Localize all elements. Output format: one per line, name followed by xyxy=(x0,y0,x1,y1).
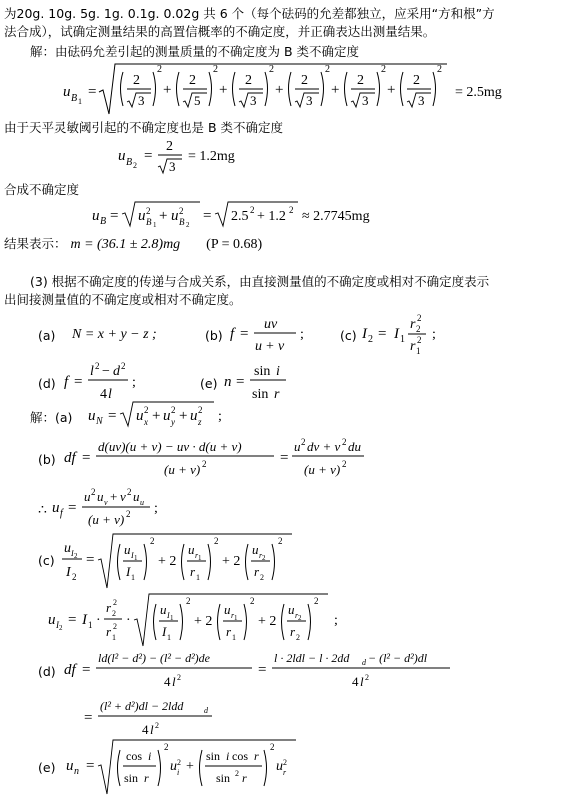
svg-text:u: u xyxy=(252,542,259,557)
svg-text:u: u xyxy=(84,489,91,504)
svg-text:(u + v): (u + v) xyxy=(164,462,201,477)
svg-text:sin: sin xyxy=(216,771,231,785)
svg-text:3: 3 xyxy=(418,93,425,108)
svg-text:l: l xyxy=(108,387,112,402)
svg-text:2: 2 xyxy=(301,73,308,88)
svg-text:du: du xyxy=(348,439,361,454)
svg-text:2: 2 xyxy=(214,536,219,546)
svg-text:2: 2 xyxy=(417,313,422,323)
svg-text:2: 2 xyxy=(164,742,169,752)
svg-text:u: u xyxy=(133,489,140,504)
problem-b-label: (b) xyxy=(205,328,223,343)
svg-text:i: i xyxy=(177,768,180,777)
svg-text:2: 2 xyxy=(262,554,266,562)
svg-text:I: I xyxy=(56,620,59,630)
svg-text:u: u xyxy=(188,542,195,557)
svg-text:2: 2 xyxy=(278,536,283,546)
svg-text:(u + v): (u + v) xyxy=(304,462,341,477)
svg-text:2: 2 xyxy=(298,614,302,622)
svg-text:2: 2 xyxy=(296,633,300,642)
svg-text:=: = xyxy=(378,326,387,342)
svg-text:=: = xyxy=(203,208,212,224)
intro-line-2: 法合成），试确定测量结果的高置信概率的不确定度，并正确表达出测量结果。 xyxy=(4,24,436,39)
svg-text:2: 2 xyxy=(150,536,155,546)
svg-text:I: I xyxy=(362,326,367,342)
svg-text:1: 1 xyxy=(400,334,405,345)
svg-text:d: d xyxy=(204,706,208,715)
svg-text:sin: sin xyxy=(254,364,271,379)
svg-text:4: 4 xyxy=(142,722,149,737)
svg-text:x: x xyxy=(144,417,148,427)
svg-text:u: u xyxy=(160,602,167,617)
svg-text:2: 2 xyxy=(289,205,294,215)
svg-text:2: 2 xyxy=(133,73,140,88)
svg-text:r: r xyxy=(290,624,296,639)
svg-text:+ 1.2: + 1.2 xyxy=(257,209,286,224)
svg-text:N: N xyxy=(96,416,103,427)
solution-uf-formula xyxy=(50,486,200,532)
svg-text:5: 5 xyxy=(194,93,201,108)
svg-text:u: u xyxy=(163,408,171,424)
uB1-result: = 2.5mg xyxy=(455,85,502,100)
svg-text:i: i xyxy=(226,749,230,763)
solution-a-formula xyxy=(86,398,236,432)
problem-b-formula xyxy=(228,314,318,358)
svg-text:u: u xyxy=(288,602,295,617)
uB1-formula xyxy=(55,62,525,122)
svg-text:r: r xyxy=(242,771,247,785)
svg-text:(l² + d²)dl − 2ldd: (l² + d²)dl − 2ldd xyxy=(100,699,184,713)
svg-text:2: 2 xyxy=(202,459,207,469)
svg-text:u: u xyxy=(170,759,177,774)
problem-c-label: (c) xyxy=(340,328,357,343)
svg-text:=: = xyxy=(110,208,119,224)
svg-text:u: u xyxy=(138,208,146,224)
svg-text:·: · xyxy=(96,613,101,628)
svg-text:u: u xyxy=(64,541,71,556)
svg-text:r: r xyxy=(144,771,149,785)
svg-text:2: 2 xyxy=(146,206,151,216)
svg-text:u: u xyxy=(118,148,126,164)
svg-text:2: 2 xyxy=(416,324,421,334)
svg-text:+ 2: + 2 xyxy=(158,554,177,569)
svg-text:+: + xyxy=(275,82,284,98)
svg-text:;: ; xyxy=(154,501,158,516)
solution-a-label: 解：(a) xyxy=(30,410,73,425)
svg-text:B: B xyxy=(126,157,133,168)
problem-a-expression: N = x + y − z ; xyxy=(72,327,157,342)
svg-text:r: r xyxy=(274,387,280,402)
uB-formula xyxy=(90,198,410,232)
svg-text:2: 2 xyxy=(270,742,275,752)
svg-text:u: u xyxy=(63,84,71,100)
svg-text:cos: cos xyxy=(232,749,248,763)
svg-text:2: 2 xyxy=(342,437,347,447)
svg-text:+: + xyxy=(387,82,396,98)
svg-text:I: I xyxy=(82,612,87,628)
svg-text:=: = xyxy=(84,710,93,726)
solution-d-label: (d) xyxy=(38,664,56,679)
svg-text:1: 1 xyxy=(78,97,82,106)
svg-text:3: 3 xyxy=(362,93,369,108)
svg-text:+ 2: + 2 xyxy=(222,554,241,569)
svg-text:2: 2 xyxy=(250,596,255,606)
svg-text:I: I xyxy=(131,551,134,560)
svg-text:2: 2 xyxy=(166,139,173,154)
svg-text:u: u xyxy=(255,339,262,354)
solution-b-formula xyxy=(62,436,382,482)
svg-text:2: 2 xyxy=(177,673,181,682)
svg-text:2: 2 xyxy=(314,596,319,606)
svg-text:d(uv)(u + v) − uv · d(u + v): d(uv)(u + v) − uv · d(u + v) xyxy=(98,439,242,454)
svg-text:1: 1 xyxy=(131,573,135,582)
combine-text: 合成不确定度 xyxy=(4,182,80,197)
solution-c-label: (c) xyxy=(38,553,55,568)
svg-text:I: I xyxy=(126,564,131,579)
svg-text:1: 1 xyxy=(153,221,157,229)
svg-text:2: 2 xyxy=(72,572,77,582)
svg-text:=: = xyxy=(74,374,83,390)
solution-c-formula-1 xyxy=(60,532,310,590)
svg-text:2: 2 xyxy=(381,64,386,75)
svg-text:=: = xyxy=(236,374,245,390)
svg-text:4: 4 xyxy=(164,674,171,689)
uB2-result: = 1.2mg xyxy=(188,149,235,164)
svg-text:2.5: 2.5 xyxy=(231,209,249,224)
uB2-formula xyxy=(112,136,292,180)
svg-text:r: r xyxy=(106,600,112,615)
svg-text:sin: sin xyxy=(124,771,139,785)
part3-line-2: 出间接测量值的不确定度或相对不确定度。 xyxy=(4,292,242,307)
svg-text:f: f xyxy=(60,508,63,519)
svg-text:+: + xyxy=(219,82,228,98)
result-probability: (P = 0.68) xyxy=(206,237,263,252)
svg-text:u: u xyxy=(124,542,131,557)
svg-text:1: 1 xyxy=(112,633,116,642)
svg-text:I: I xyxy=(66,565,71,580)
svg-text:;: ; xyxy=(132,375,136,390)
svg-text:B: B xyxy=(179,217,185,227)
svg-text:u: u xyxy=(136,408,144,424)
svg-text:n: n xyxy=(224,374,232,390)
svg-text:=: = xyxy=(68,612,77,628)
svg-text:+: + xyxy=(163,82,172,98)
svg-text:v: v xyxy=(278,339,285,354)
svg-text:l: l xyxy=(150,722,154,737)
uB-result: ≈ 2.7745mg xyxy=(302,209,370,224)
svg-text:df: df xyxy=(64,662,76,678)
svg-text:2: 2 xyxy=(121,361,126,371)
svg-text:f: f xyxy=(230,326,235,342)
svg-text:+: + xyxy=(186,759,194,774)
svg-text:=: = xyxy=(86,552,95,568)
svg-text:+: + xyxy=(152,408,161,424)
svg-text:2: 2 xyxy=(91,487,96,497)
svg-text:;: ; xyxy=(300,327,304,342)
problem-d-label: (d) xyxy=(38,376,56,391)
svg-text:1: 1 xyxy=(234,614,238,622)
svg-text:2: 2 xyxy=(235,769,239,778)
svg-text:I: I xyxy=(394,326,399,342)
svg-text:=: = xyxy=(108,408,117,424)
svg-text:1: 1 xyxy=(198,554,202,562)
svg-text:=: = xyxy=(280,450,289,466)
svg-text:=: = xyxy=(82,662,91,678)
svg-text:u: u xyxy=(92,208,100,224)
svg-text:B: B xyxy=(100,216,107,227)
svg-text:2: 2 xyxy=(417,335,422,345)
svg-text:z: z xyxy=(198,417,202,427)
svg-text:2: 2 xyxy=(269,64,274,75)
svg-text:u: u xyxy=(48,612,56,628)
svg-text:u: u xyxy=(276,759,283,774)
svg-text:r: r xyxy=(254,749,259,763)
svg-text:I: I xyxy=(162,624,167,639)
svg-text:B: B xyxy=(71,93,78,104)
svg-text:=: = xyxy=(144,148,153,164)
svg-text:u: u xyxy=(171,208,179,224)
svg-text:2: 2 xyxy=(113,598,117,607)
svg-text:−: − xyxy=(102,364,110,379)
svg-text:df: df xyxy=(64,450,76,466)
problem-c-formula xyxy=(360,310,470,362)
svg-text:r: r xyxy=(410,339,416,354)
svg-text:3: 3 xyxy=(138,93,145,108)
svg-text:2: 2 xyxy=(112,609,116,618)
solution-e-label: (e) xyxy=(38,760,56,775)
svg-text:2: 2 xyxy=(301,437,306,447)
svg-text:2: 2 xyxy=(157,64,162,75)
svg-text:u: u xyxy=(224,602,231,617)
svg-text:=: = xyxy=(82,450,91,466)
svg-text:1: 1 xyxy=(196,573,200,582)
svg-text:2: 2 xyxy=(213,64,218,75)
svg-text:2: 2 xyxy=(74,552,78,560)
svg-text:r: r xyxy=(231,611,235,620)
svg-text:=: = xyxy=(68,500,77,516)
svg-text:d: d xyxy=(113,364,120,379)
svg-text:2: 2 xyxy=(179,206,184,216)
svg-text:2: 2 xyxy=(186,221,190,229)
svg-text:sin: sin xyxy=(252,387,269,402)
svg-text:d: d xyxy=(362,658,366,667)
svg-text:f: f xyxy=(64,374,69,390)
result-expression: m = (36.1 ± 2.8)mg xyxy=(70,237,181,252)
sensitivity-text: 由于天平灵敏阈引起的不确定度也是 B 类不确定度 xyxy=(4,120,284,135)
svg-text:2: 2 xyxy=(245,73,252,88)
svg-text:+: + xyxy=(266,339,274,354)
svg-text:r: r xyxy=(254,564,260,579)
solution-d-formula-1 xyxy=(62,646,482,694)
svg-text:1: 1 xyxy=(416,346,421,356)
svg-text:2: 2 xyxy=(155,721,159,730)
svg-text:ld(l² − d²) − (l² − d²)de: ld(l² − d²) − (l² − d²)de xyxy=(98,651,210,665)
solution-d-formula-2 xyxy=(82,696,242,742)
svg-text:u: u xyxy=(88,408,96,424)
svg-text:=: = xyxy=(258,662,267,678)
svg-text:r: r xyxy=(283,768,287,777)
svg-text:2: 2 xyxy=(342,459,347,469)
svg-text:uv: uv xyxy=(264,317,278,332)
svg-text:·: · xyxy=(126,613,131,628)
svg-text:3: 3 xyxy=(306,93,313,108)
svg-text:dv + v: dv + v xyxy=(307,439,341,454)
svg-text:2: 2 xyxy=(186,596,191,606)
svg-text:u: u xyxy=(52,500,60,516)
svg-text:u: u xyxy=(66,758,74,774)
svg-text:2: 2 xyxy=(437,64,442,75)
svg-text:1: 1 xyxy=(134,554,138,562)
svg-text:1: 1 xyxy=(88,620,93,630)
svg-text:r: r xyxy=(295,611,299,620)
svg-text:2: 2 xyxy=(133,161,137,170)
svg-text:v: v xyxy=(120,489,126,504)
svg-text:r: r xyxy=(410,317,416,332)
svg-text:1: 1 xyxy=(232,633,236,642)
svg-text:1: 1 xyxy=(170,614,174,622)
svg-text:u: u xyxy=(294,439,301,454)
svg-text:2: 2 xyxy=(59,624,63,632)
radicand-terms xyxy=(121,64,443,108)
svg-text:+: + xyxy=(159,208,168,224)
svg-text:3: 3 xyxy=(169,159,176,174)
svg-text:2: 2 xyxy=(198,405,203,415)
svg-text:(u + v): (u + v) xyxy=(88,512,125,527)
svg-text:+ 2: + 2 xyxy=(194,614,213,629)
svg-text:u: u xyxy=(190,408,198,424)
svg-text:2: 2 xyxy=(144,405,149,415)
svg-text:2: 2 xyxy=(127,487,132,497)
svg-text:2: 2 xyxy=(357,73,364,88)
result-line xyxy=(4,236,262,253)
svg-text:r: r xyxy=(226,624,232,639)
intro-line-1: 为20g. 10g. 5g. 1g. 0.1g. 0.02g 共 6 个（每个砝码的允差都独立，应采用“方和根”方 xyxy=(4,6,495,21)
svg-text:i: i xyxy=(148,749,152,763)
svg-text:+: + xyxy=(179,408,188,424)
part3-line-1: (3) 根据不确定度的传递与合成关系，由直接测量值的不确定度或相对不确定度表示 xyxy=(30,274,490,289)
svg-text:− (l² − d²)dl: − (l² − d²)dl xyxy=(368,651,428,665)
svg-text:I: I xyxy=(167,611,170,620)
svg-text:l: l xyxy=(90,364,94,379)
svg-text:i: i xyxy=(276,364,280,379)
svg-text:r: r xyxy=(106,624,112,639)
svg-text:sin: sin xyxy=(206,749,221,763)
problem-e-label: (e) xyxy=(200,376,218,391)
svg-text:3: 3 xyxy=(250,93,257,108)
svg-text:;: ; xyxy=(218,409,222,424)
svg-text:r: r xyxy=(190,564,196,579)
svg-text:2: 2 xyxy=(177,758,181,767)
solution-line-1: 解：由砝码允差引起的测量质量的不确定度为 B 类不确定度 xyxy=(30,44,360,59)
svg-text:r: r xyxy=(195,551,199,560)
svg-text:2: 2 xyxy=(283,758,287,767)
svg-text:2: 2 xyxy=(325,64,330,75)
svg-text:I: I xyxy=(71,549,74,558)
svg-text:=: = xyxy=(240,326,249,342)
svg-text:2: 2 xyxy=(260,573,264,582)
svg-text:n: n xyxy=(74,766,79,777)
svg-text:v: v xyxy=(104,498,108,507)
solution-b-label: (b) xyxy=(38,452,56,467)
svg-text:;: ; xyxy=(334,613,338,628)
svg-text:2: 2 xyxy=(365,673,369,682)
svg-text:+: + xyxy=(331,82,340,98)
problem-a-label: (a) xyxy=(38,328,56,343)
svg-text:u: u xyxy=(97,489,104,504)
therefore-symbol: ∴ xyxy=(38,503,47,518)
svg-text:2: 2 xyxy=(171,405,176,415)
svg-text:l: l xyxy=(172,674,176,689)
svg-text:2: 2 xyxy=(95,361,100,371)
svg-text:=: = xyxy=(86,758,95,774)
svg-text:l: l xyxy=(360,674,364,689)
result-label: 结果表示： xyxy=(4,236,67,251)
svg-text:=: = xyxy=(88,84,97,100)
solution-c-formula-2 xyxy=(44,592,364,648)
svg-text:2: 2 xyxy=(250,205,255,215)
svg-text:4: 4 xyxy=(100,387,107,402)
svg-text:2: 2 xyxy=(189,73,196,88)
svg-text:l · 2ldl − l · 2dd: l · 2ldl − l · 2dd xyxy=(274,651,350,665)
svg-text:y: y xyxy=(171,417,175,427)
svg-text:2: 2 xyxy=(368,334,373,345)
svg-text:+ 2: + 2 xyxy=(258,614,277,629)
svg-text:2: 2 xyxy=(413,73,420,88)
svg-text:cos: cos xyxy=(126,749,142,763)
svg-text:;: ; xyxy=(432,327,436,342)
svg-text:4: 4 xyxy=(352,674,359,689)
svg-text:u: u xyxy=(140,498,144,507)
svg-text:B: B xyxy=(146,217,152,227)
solution-e-formula xyxy=(64,738,314,798)
svg-text:1: 1 xyxy=(167,633,171,642)
svg-text:r: r xyxy=(259,551,263,560)
svg-text:2: 2 xyxy=(126,509,131,519)
svg-text:2: 2 xyxy=(113,622,117,631)
svg-text:+: + xyxy=(110,489,118,504)
